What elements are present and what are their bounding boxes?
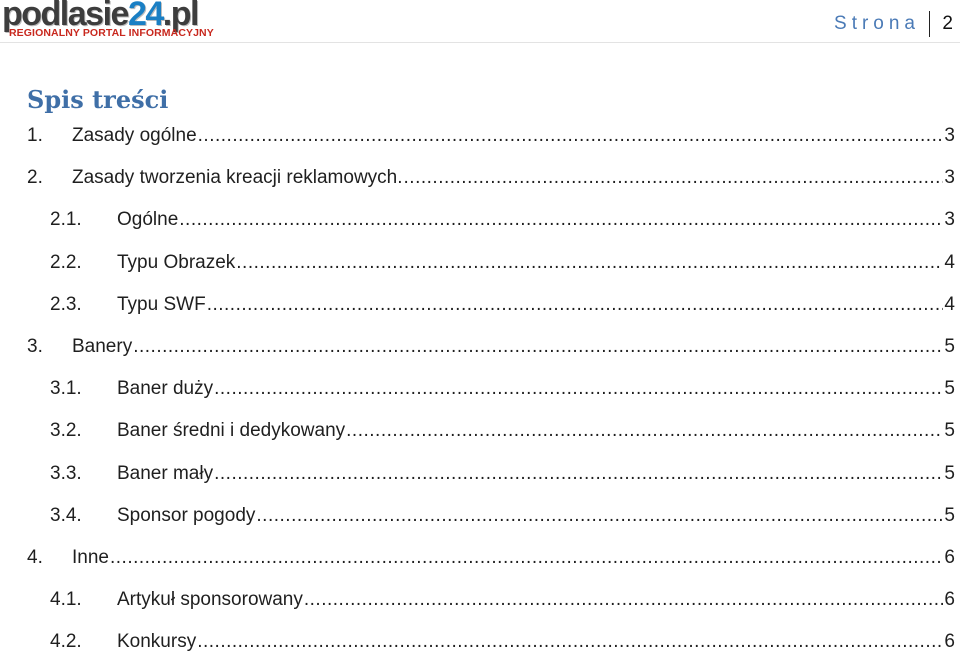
toc-entry[interactable]	[50, 587, 955, 613]
toc-entry-label: Inne	[72, 547, 109, 568]
toc-entry[interactable]	[50, 292, 955, 318]
toc-entry-page: 5	[944, 505, 955, 526]
page-number-divider	[929, 11, 930, 37]
toc-dot-leader	[179, 207, 943, 233]
logo-tagline: REGIONALNY PORTAL INFORMACYJNY	[9, 27, 214, 39]
toc-entry[interactable]	[50, 250, 955, 276]
toc-entry[interactable]	[50, 629, 955, 655]
toc-entry-page: 5	[944, 463, 955, 484]
toc-entry[interactable]	[50, 418, 955, 444]
toc-dot-leader	[133, 334, 943, 360]
toc-entry-page: 6	[944, 589, 955, 610]
logo-wordmark-prefix: podlasie	[2, 0, 128, 33]
toc-entry[interactable]	[50, 503, 955, 529]
toc-dot-leader	[236, 250, 943, 276]
toc-entry-page: 5	[944, 420, 955, 441]
toc-dot-leader	[207, 292, 944, 318]
toc-title: Spis treści	[27, 85, 169, 114]
toc-dot-leader	[304, 587, 944, 613]
toc-entry-label: Artykuł sponsorowany	[117, 589, 303, 610]
toc-dot-leader	[404, 165, 944, 191]
toc-entry-number: 2.3.	[50, 294, 82, 315]
toc-entry-label: Baner średni i dedykowany	[117, 420, 346, 441]
toc-entry-label: Banery	[72, 336, 133, 357]
toc-entry-label: Konkursy	[117, 631, 197, 652]
toc-entry-label: Typu SWF	[117, 294, 206, 315]
toc-entry-number: 3.4.	[50, 505, 82, 526]
logo-wordmark-accent: 24	[127, 0, 163, 33]
toc-entry-page: 4	[944, 294, 955, 315]
toc-entry-label: Baner mały	[117, 463, 214, 484]
toc-entry[interactable]	[27, 545, 955, 571]
toc-dot-leader	[214, 376, 943, 402]
toc-entry-page: 6	[944, 631, 955, 652]
toc-entry-label: Ogólne	[117, 209, 179, 230]
toc-entry[interactable]	[27, 123, 955, 149]
toc-entry-number: 2.1.	[50, 209, 82, 230]
toc-entry-number: 2.2.	[50, 252, 82, 273]
toc-entry-number: 4.1.	[50, 589, 82, 610]
toc-entry-number: 2.	[27, 167, 43, 188]
toc-entry-page: 5	[944, 378, 955, 399]
header-divider	[0, 42, 960, 43]
toc-entry-label: Sponsor pogody	[117, 505, 256, 526]
toc-entry-number: 4.	[27, 547, 43, 568]
toc-entry-number: 3.3.	[50, 463, 82, 484]
toc-dot-leader	[197, 629, 943, 655]
toc-entry-number: 3.1.	[50, 378, 82, 399]
toc-entry-page: 3	[944, 167, 955, 188]
toc-entry-number: 1.	[27, 125, 43, 146]
toc-entry-number: 3.	[27, 336, 43, 357]
toc-entry-page: 4	[944, 252, 955, 273]
toc-dot-leader	[110, 545, 943, 571]
toc-entry-number: 4.2.	[50, 631, 82, 652]
toc-entry-page: 3	[944, 125, 955, 146]
toc-dot-leader	[198, 123, 944, 149]
toc-entry-page: 6	[944, 547, 955, 568]
podlasie24-logo	[2, 0, 242, 40]
toc-entry-label: Zasady ogólne	[72, 125, 197, 146]
toc-entry[interactable]	[50, 207, 955, 233]
toc-entry[interactable]	[27, 165, 955, 191]
toc-entry-page: 3	[944, 209, 955, 230]
toc-entry-page: 5	[944, 336, 955, 357]
toc-entry-number: 3.2.	[50, 420, 82, 441]
toc-entry[interactable]	[27, 334, 955, 360]
toc-dot-leader	[346, 418, 943, 444]
toc-entry-label: Zasady tworzenia kreacji reklamowych.	[72, 167, 403, 188]
page-number: 2	[942, 13, 953, 34]
toc-entry[interactable]	[50, 376, 955, 402]
logo-wordmark-suffix: .pl	[162, 0, 198, 33]
toc-entry-label: Baner duży	[117, 378, 214, 399]
toc-dot-leader	[214, 461, 943, 487]
toc-dot-leader	[256, 503, 943, 529]
toc-entry[interactable]	[50, 461, 955, 487]
toc-entry-label: Typu Obrazek	[117, 252, 236, 273]
page-header	[0, 0, 960, 44]
page-label: Strona	[834, 13, 920, 34]
